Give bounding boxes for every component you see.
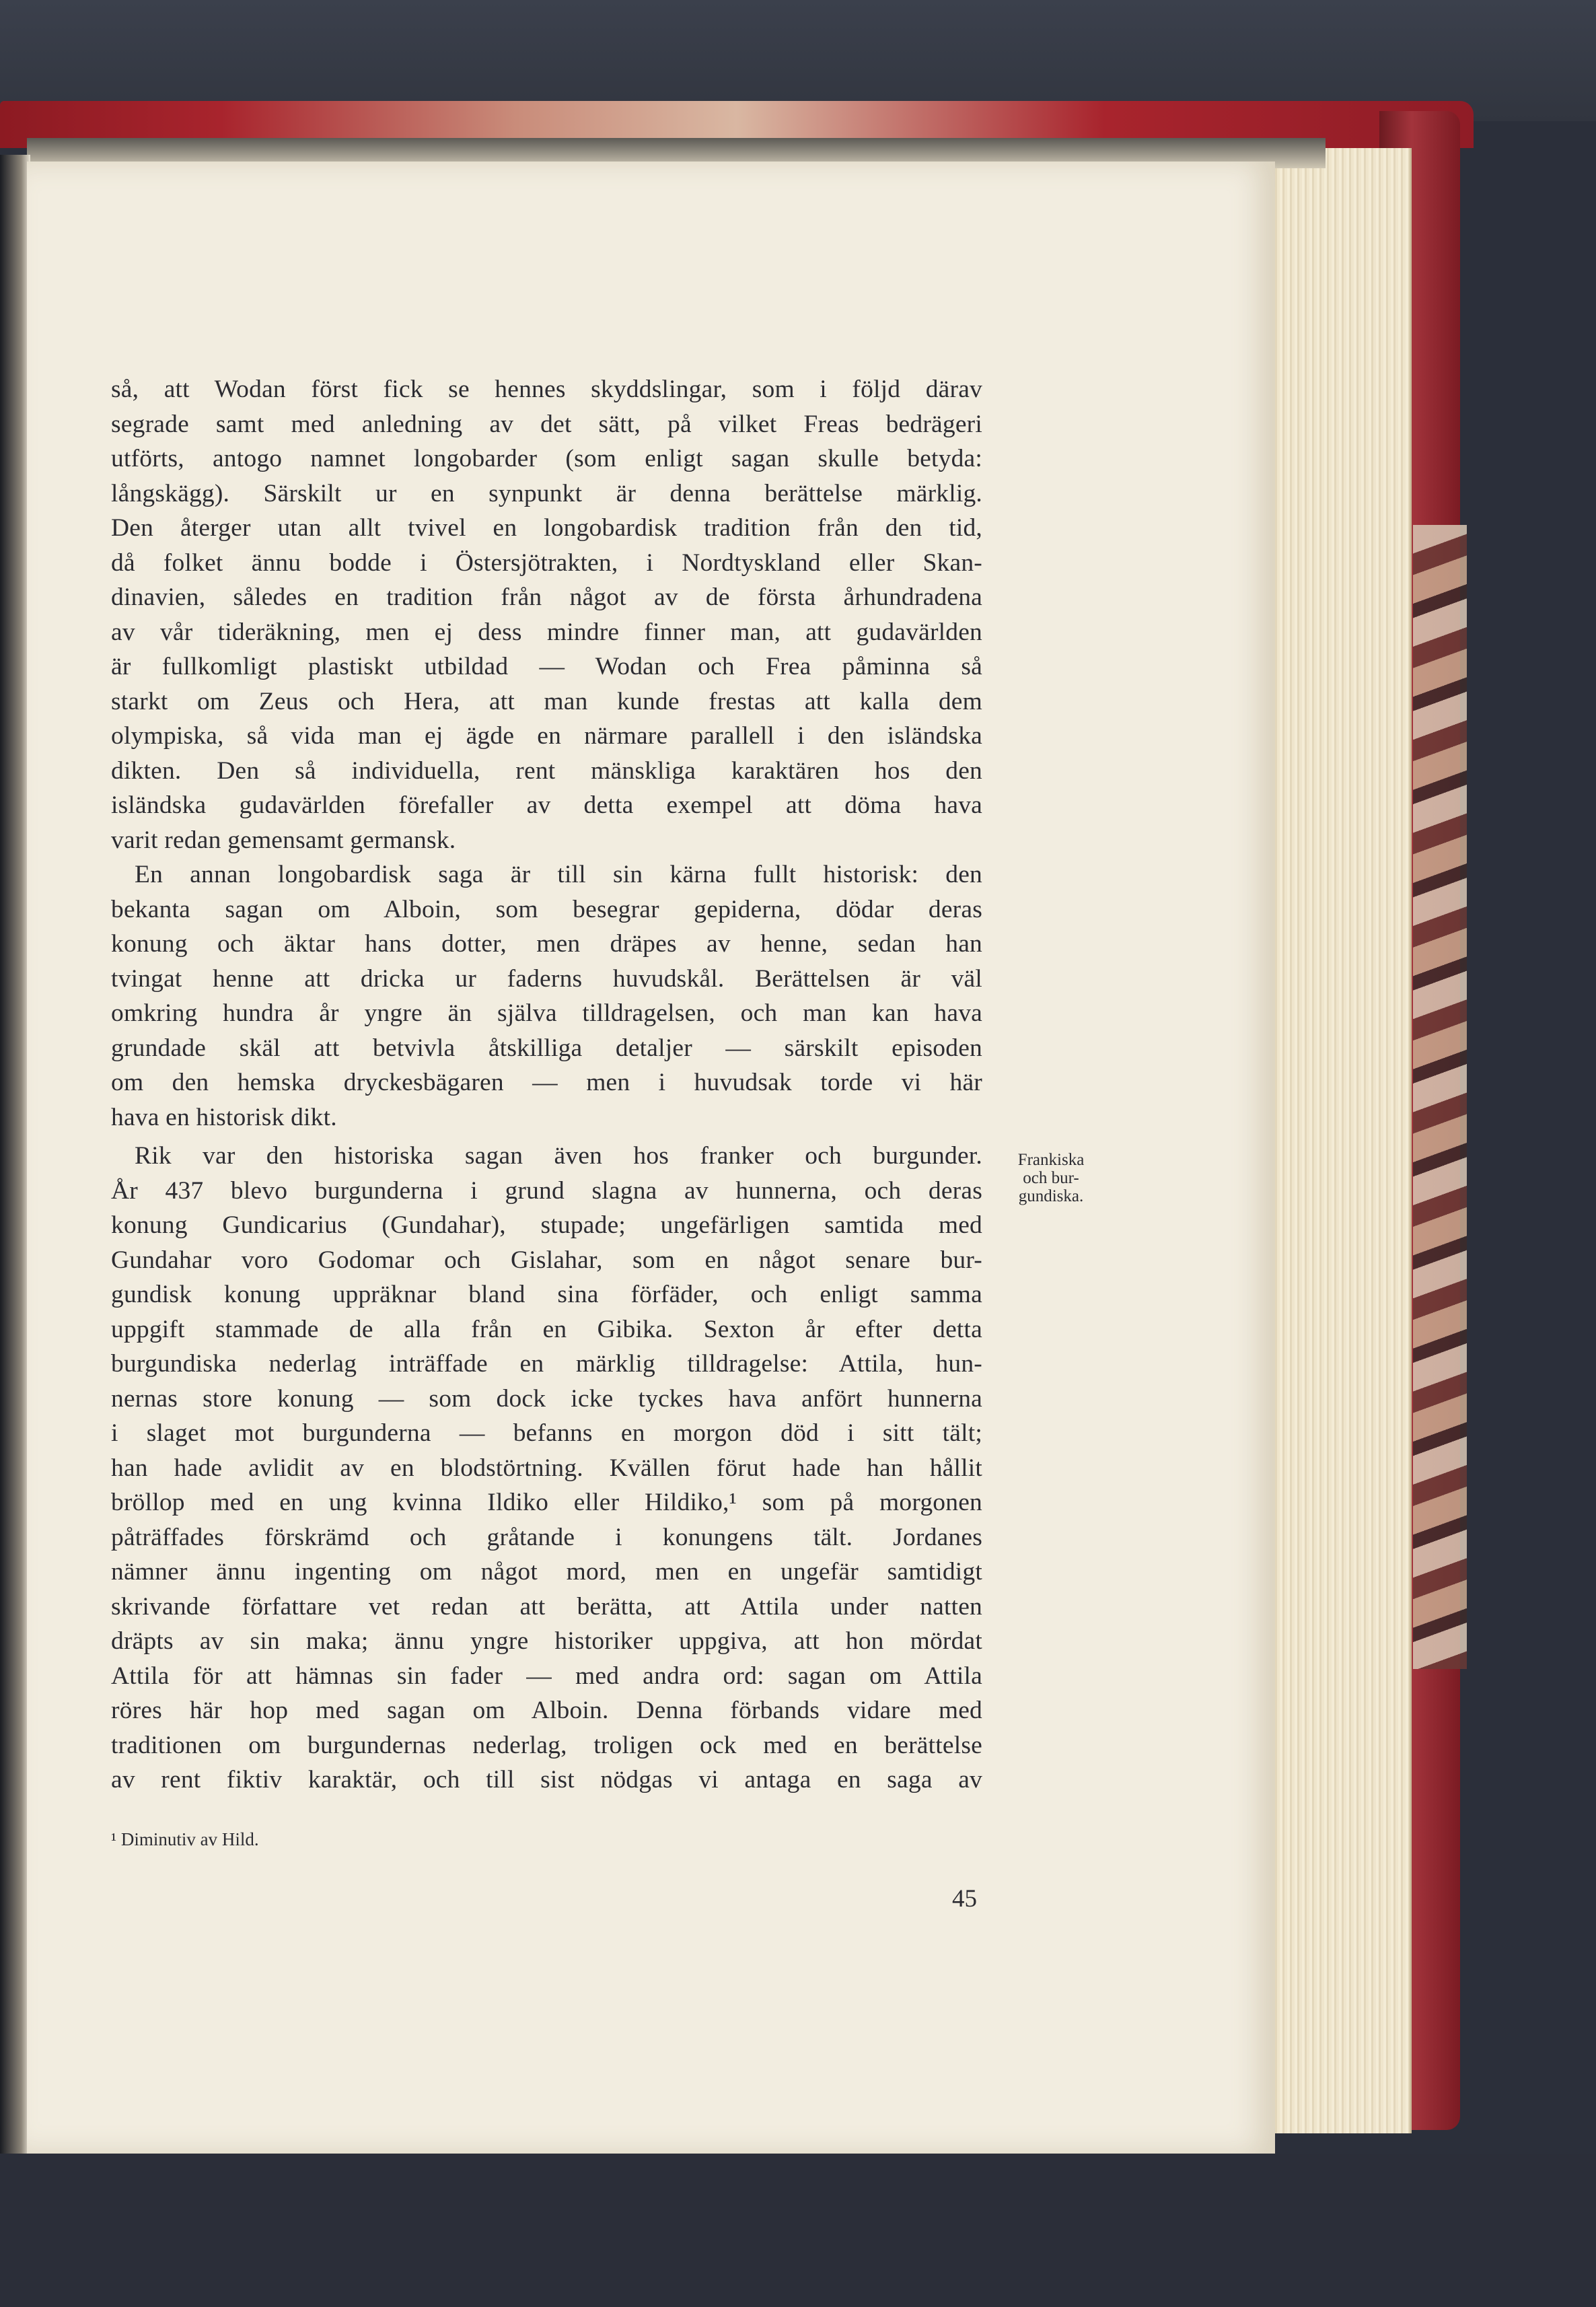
margin-note (997, 1151, 1105, 1205)
text-line: då folket ännu bodde i Östersjötrakten, i Nordtyskland eller Skan- (111, 548, 982, 577)
text-line: varit redan gemensamt germansk. (111, 826, 456, 854)
background-bottom (0, 2154, 1596, 2307)
text-line: grundade skäl att betvivla åtskilliga detaljer — särskilt episoden (111, 1034, 982, 1062)
text-line: Gundahar voro Godomar och Gislahar, som en något senare bur- (111, 1246, 982, 1274)
text-line: nernas store konung — som dock icke tyckes hava anfört hunnerna (111, 1384, 982, 1413)
text-line: tvingat henne att dricka ur faderns huvudskål. Berättelsen är väl (111, 964, 982, 993)
text-line: hava en historisk dikt. (111, 1103, 337, 1131)
text-line: gundisk konung uppräknar bland sina förfäder, och enligt samma (111, 1281, 982, 1308)
text-line: i slaget mot burgunderna — befanns en morgon död i sitt tält; (111, 1419, 982, 1447)
text-line: långskägg). Särskilt ur en synpunkt är denna berättelse märklig. (111, 479, 982, 507)
text-line: om den hemska dryckesbägaren — men i huvudsak torde vi här (111, 1069, 982, 1096)
text-line: dräpts av sin maka; ännu yngre historiker uppgiva, att hon mördat (111, 1627, 982, 1655)
margin-note-line: Frankiska (1017, 1151, 1085, 1169)
text-line: påträffades förskrämd och gråtande i konungens tält. Jordanes (111, 1523, 982, 1551)
page-number: 45 (952, 1885, 977, 1913)
text-line: är fullkomligt plastiskt utbildad — Wodan och Frea påminna så (111, 653, 982, 680)
text-line: En annan longobardisk saga är till sin kärna fullt historisk: den (135, 861, 982, 888)
text-line: Attila för att hämnas sin fader — med andra ord: sagan om Attila (111, 1662, 982, 1690)
text-line: röres här hop med sagan om Alboin. Denna förbands vidare med (111, 1697, 982, 1724)
text-line: olympiska, så vida man ej ägde en närmare parallell i den isländska (111, 722, 982, 750)
text-line: segrade samt med anledning av det sätt, på vilket Freas bedrägeri (111, 410, 982, 438)
text-line: utförts, antogo namnet longobarder (som enligt sagan skulle betyda: (111, 445, 982, 472)
text-line: av rent fiktiv karaktär, och till sist nödgas vi antaga en saga av (111, 1766, 982, 1794)
margin-note-line: gundiska. (1018, 1187, 1084, 1205)
spine-shadow (0, 155, 30, 2174)
text-line: så, att Wodan först fick se hennes skyddslingar, som i följd därav (111, 376, 982, 403)
text-line: skrivande författare vet redan att berätta, att Attila under natten (111, 1592, 982, 1621)
page-stack-edge (1265, 148, 1412, 2133)
text-line: konung Gundicarius (Gundahar), stupade; ungefärligen samtida med (111, 1211, 982, 1239)
text-line: uppgift stammade de alla från en Gibika. Sexton år efter detta (111, 1315, 982, 1343)
text-line: dinavien, således en tradition från något av de första århundradena (111, 583, 982, 611)
text-line: dikten. Den så individuella, rent mänskliga karaktären hos den (111, 756, 982, 785)
text-line: traditionen om burgundernas nederlag, troligen ock med en berättelse (111, 1731, 982, 1759)
margin-note-line: och bur- (1023, 1169, 1079, 1187)
text-line: nämner ännu ingenting om något mord, men en ungefär samtidigt (111, 1558, 982, 1586)
text-line: isländska gudavärlden förefaller av detta exempel att döma hava (111, 791, 982, 819)
text-line: omkring hundra år yngre än själva tilldragelsen, och man kan hava (111, 999, 982, 1027)
text-line: Den återger utan allt tvivel en longobardisk tradition från den tid, (111, 514, 982, 542)
text-line: bekanta sagan om Alboin, som besegrar gepiderna, dödar deras (111, 895, 982, 923)
footnote: ¹ Diminutiv av Hild. (111, 1829, 259, 1849)
text-line: konung och äktar hans dotter, men dräpes av henne, sedan han (111, 930, 982, 958)
marbled-edge (1413, 525, 1467, 1669)
text-line: Rik var den historiska sagan även hos franker och burgunder. (135, 1142, 982, 1170)
text-line: bröllop med en ung kvinna Ildiko eller Hildiko,¹ som på morgonen (111, 1489, 982, 1516)
text-line: starkt om Zeus och Hera, att man kunde frestas att kalla dem (111, 687, 982, 715)
text-line: han hade avlidit av en blodstörtning. Kvällen förut hade han hållit (111, 1454, 982, 1482)
text-line: År 437 blevo burgunderna i grund slagna av hunnerna, och deras (111, 1176, 982, 1205)
text-line: burgundiska nederlag inträffade en märklig tilldragelse: Attila, hun- (111, 1350, 982, 1378)
text-line: av vår tideräkning, men ej dess mindre finner man, att gudavärlden (111, 618, 982, 646)
